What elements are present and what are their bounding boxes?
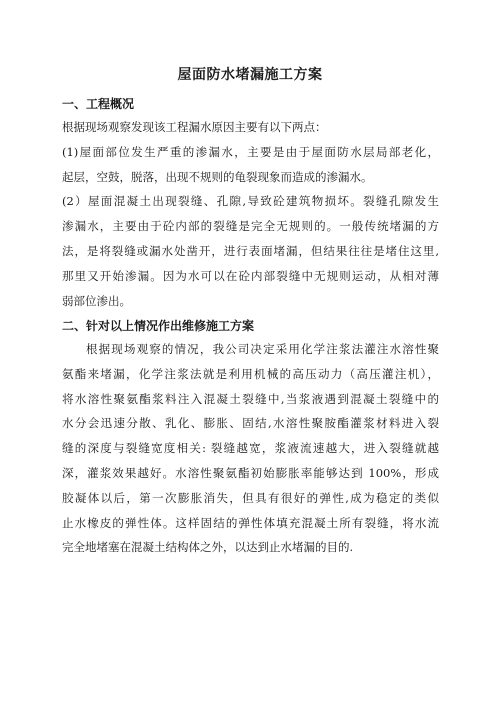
- paragraph-line: 完全地堵塞在混凝土结构体之外，以达到止水堵漏的目的.: [62, 540, 354, 555]
- paragraph-line: 水分会迅速分散、乳化、膨胀、固结,水溶性聚胺酯灌浆材料进入裂: [62, 416, 439, 431]
- paragraph-line: 缝的深度与裂缝宽度相关: 裂缝越宽，浆液流速越大，进入裂缝就越: [62, 441, 439, 456]
- paragraph-line: 将水溶性聚氨酯浆料注入混凝土裂缝中,当浆液遇到混凝土裂缝中的: [62, 391, 439, 406]
- section-body-repair-plan: [62, 337, 439, 560]
- paragraph-line: 法，是将裂缝或漏水处凿开，进行表面堵漏，但结果往往是堵住这里,: [62, 243, 439, 258]
- paragraph-line: 起层，空鼓，脱落，出现不规则的龟裂现象而造成的渗漏水。: [62, 169, 373, 184]
- paragraph-line: (2）屋面混凝土出现裂缝、孔隙,导致砼建筑物损坏。裂缝孔隙发生: [62, 194, 439, 209]
- section-body-overview: [62, 115, 439, 313]
- paragraph-line: 根据现场观察的情况，我公司决定采用化学注浆法灌注水溶性聚: [86, 342, 439, 356]
- paragraph-line: 弱部位渗出。: [62, 293, 131, 308]
- paragraph-line: 氨酯来堵漏，化学注浆法就是利用机械的高压动力（高压灌注机），: [62, 366, 439, 381]
- paragraph-line: 止水橡皮的弹性体。这样固结的弹性体填充混凝土所有裂缝，将水流: [62, 515, 439, 530]
- paragraph-line: 深，灌浆效果越好。水溶性聚氨酯初始膨胀率能够达到 100%，形成: [62, 465, 439, 480]
- page-title: 屋面防水堵漏施工方案: [177, 67, 323, 83]
- section-heading-repair-plan: 二、针对以上情况作出维修施工方案: [62, 319, 255, 333]
- paragraph-line: (1)屋面部位发生严重的渗漏水，主要是由于屋面防水层局部老化，: [62, 144, 439, 159]
- section-heading-overview: 一、工程概况: [62, 97, 135, 111]
- paragraph-line: 胶凝体以后，第一次膨胀消失，但具有很好的弹性,成为稳定的类似: [62, 490, 439, 505]
- paragraph-line: 根据现场观察发现该工程漏水原因主要有以下两点：: [62, 120, 327, 134]
- paragraph-line: 那里又开始渗漏。因为水可以在砼内部裂缝中无规则运动，从相对薄: [62, 268, 439, 283]
- paragraph-line: 渗漏水，主要由于砼内部的裂缝是完全无规则的。一般传统堵漏的方: [62, 219, 439, 234]
